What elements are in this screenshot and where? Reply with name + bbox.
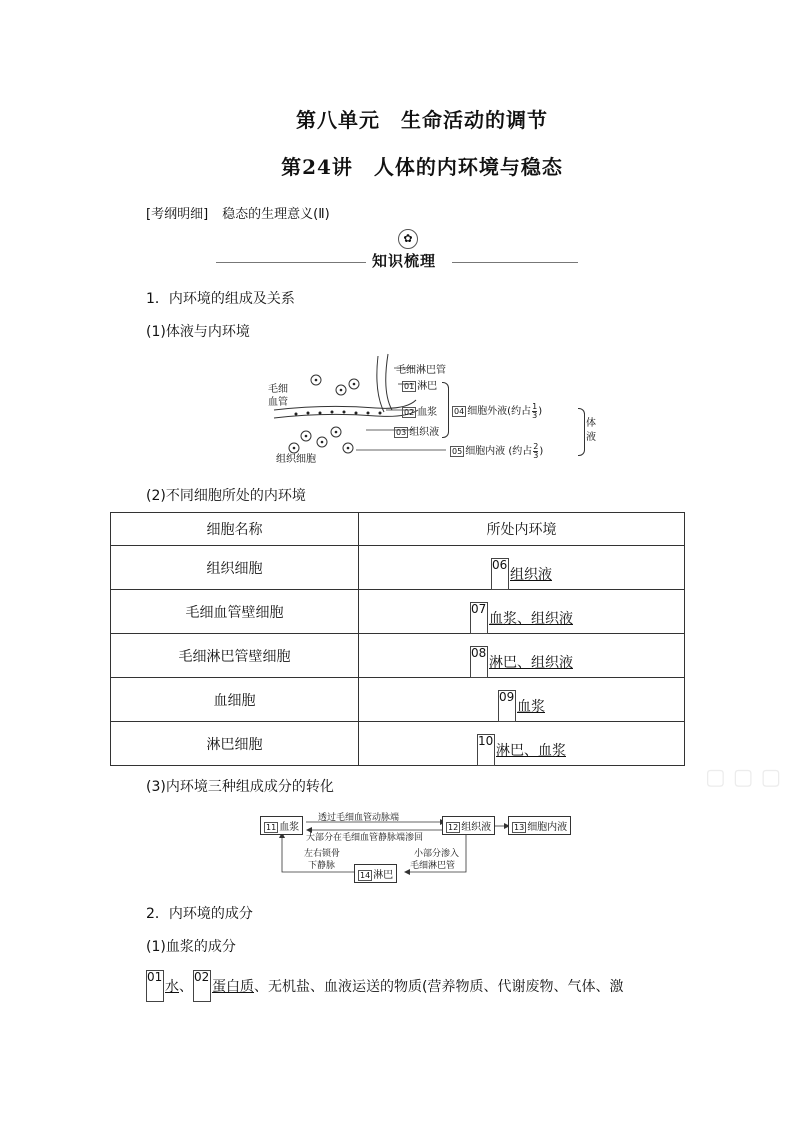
- body-fluid-brace: [578, 408, 585, 456]
- plasma-box: 11 血浆: [260, 816, 303, 835]
- subheading-plasma: (1)血浆的成分: [146, 939, 236, 955]
- left-label-1: 左右锁骨: [304, 849, 341, 859]
- subheading-conversion: (3)内环境三种组成成分的转化: [146, 779, 334, 795]
- lymph-box: 14 淋巴: [354, 864, 397, 883]
- body-fluid-label-1: 体: [586, 418, 596, 429]
- divider-left: [216, 262, 366, 263]
- table-row: 毛细淋巴管壁细胞 08淋巴、组织液: [111, 634, 685, 678]
- answer-number: 02: [193, 970, 211, 1002]
- table-row: 血细胞 09血浆: [111, 678, 685, 722]
- knowledge-header: 知识梳理: [372, 252, 437, 270]
- clover-icon: ✿: [398, 229, 418, 249]
- lecture-title: 第24讲 人体的内环境与稳态: [281, 155, 563, 179]
- answer-number: 01: [146, 970, 164, 1002]
- body-fluid-diagram: [266, 352, 596, 464]
- watermark-graphic: ▢ ▢ ▢: [705, 765, 782, 790]
- answer-blank: 07血浆、组织液: [470, 596, 573, 628]
- table-row: 毛细血管壁细胞 07血浆、组织液: [111, 590, 685, 634]
- header-cell-name: 细胞名称: [111, 513, 359, 546]
- table-row: 组织细胞 06组织液: [111, 546, 685, 590]
- table-header-row: [111, 513, 685, 546]
- answer-blank: 09血浆: [498, 684, 545, 716]
- left-label-2: 下静脉: [308, 861, 336, 871]
- syllabus-tag: [考纲明细]: [146, 207, 209, 222]
- tissue-cell-label: 组织细胞: [276, 454, 316, 465]
- syllabus-outline: [146, 203, 330, 222]
- answer-blank: 06组织液: [491, 552, 552, 584]
- subheading-cell-environment: (2)不同细胞所处的内环境: [146, 488, 306, 504]
- answer-blank: 水: [165, 979, 179, 995]
- capillary-label-2: 血管: [268, 397, 288, 408]
- divider-right: [452, 262, 578, 263]
- lymph-capillary-label: 毛细淋巴管: [396, 365, 446, 376]
- intracellular-fluid-item: 05 细胞内液 (约占$\frac{2}{3}$ ): [452, 441, 544, 460]
- table-row: 淋巴细胞 10淋巴、血浆: [111, 722, 685, 766]
- answer-blank: 蛋白质: [212, 979, 254, 995]
- body-fluid-label-2: 液: [586, 432, 596, 443]
- section-heading-2: 2．内环境的成分: [146, 906, 253, 922]
- plasma-item: 02 血浆: [404, 407, 438, 418]
- section-heading-1: 1．内环境的组成及关系: [146, 291, 295, 307]
- right-label-2: 毛细淋巴管: [410, 861, 456, 871]
- answer-blank: 08淋巴、组织液: [470, 640, 573, 672]
- arrow-label-bottom: 大部分在毛细血管静脉端渗回: [306, 833, 424, 843]
- capillary-label-1: 毛细: [268, 384, 288, 395]
- tissue-fluid-item: 03 组织液: [396, 427, 440, 438]
- plasma-components-line: 01水、02蛋白质、无机盐、血液运送的物质(营养物质、代谢废物、气体、激: [146, 964, 623, 996]
- cell-environment-table: [110, 512, 685, 766]
- unit-title: 第八单元 生命活动的调节: [296, 108, 548, 132]
- syllabus-text: 稳态的生理意义(Ⅱ): [222, 207, 330, 222]
- subheading-body-fluid: (1)体液与内环境: [146, 324, 250, 340]
- lymph-item: 01 淋巴: [404, 381, 438, 392]
- right-label-1: 小部分渗入: [414, 849, 460, 859]
- intracellular-fluid-box: 13 细胞内液: [508, 816, 571, 835]
- extracellular-fluid-item: 04 细胞外液(约占$\frac{1}{3}$ ): [454, 401, 543, 420]
- tissue-fluid-box: 12 组织液: [442, 816, 495, 835]
- ecf-brace: [442, 382, 449, 438]
- conversion-flow-diagram: [258, 810, 578, 882]
- header-environment: 所处内环境: [359, 513, 685, 546]
- arrow-label-top: 透过毛细血管动脉端: [318, 813, 400, 823]
- answer-blank: 10淋巴、血浆: [477, 728, 566, 760]
